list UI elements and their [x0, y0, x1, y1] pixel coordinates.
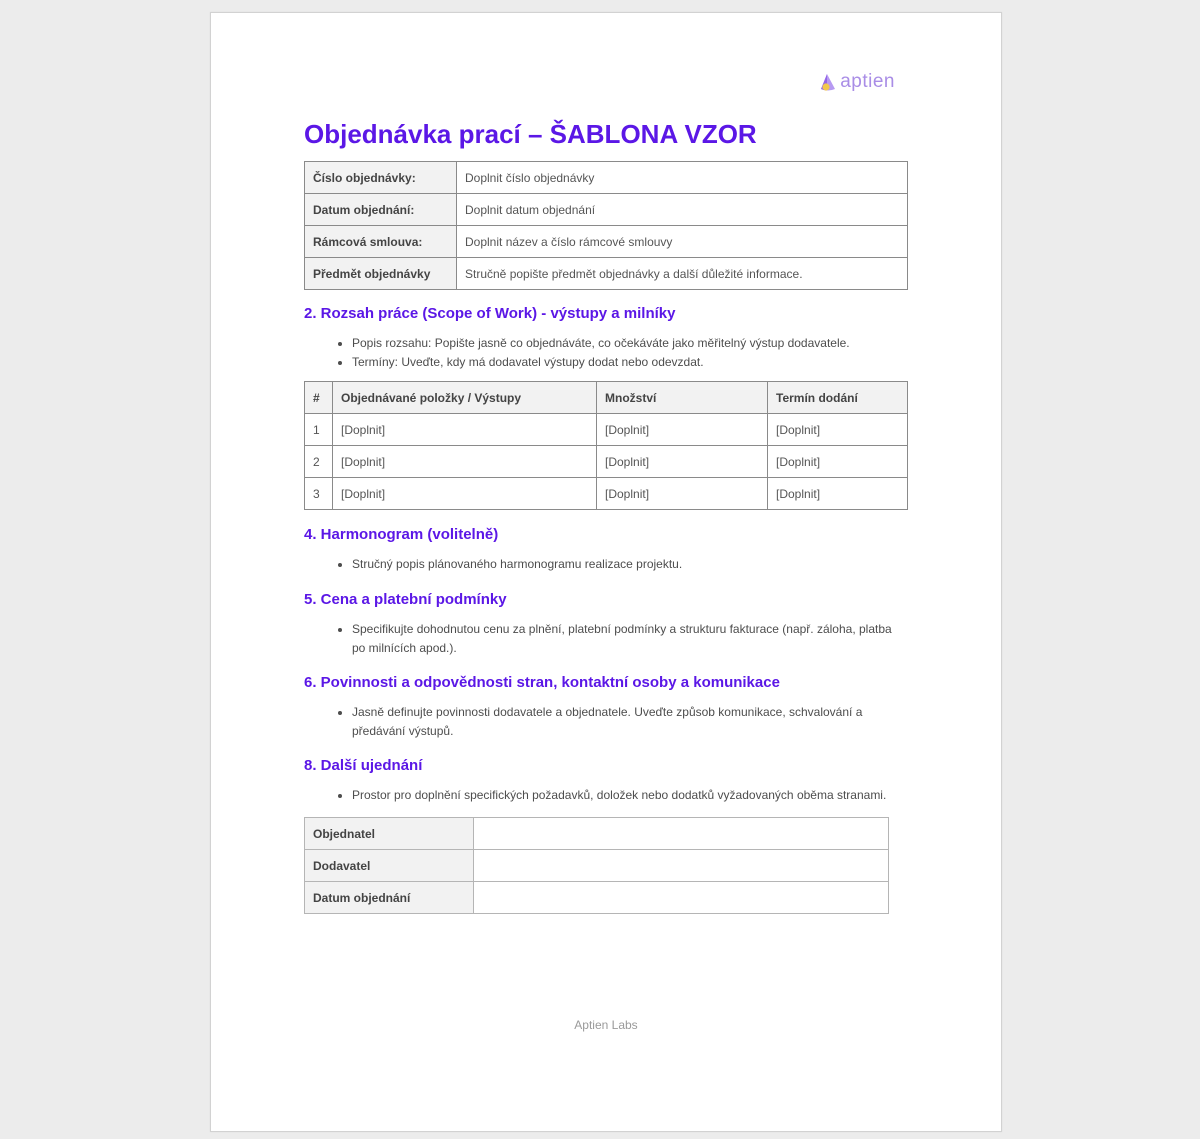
row-number: 1 — [305, 414, 333, 446]
orderer-field[interactable] — [474, 818, 889, 850]
row-item: [Doplnit] — [333, 478, 597, 510]
duties-heading: 6. Povinnosti a odpovědnosti stran, kontaktní osoby a komunikace — [304, 674, 780, 691]
price-heading: 5. Cena a platební podmínky — [304, 591, 507, 608]
order-number-label: Číslo objednávky: — [305, 162, 457, 194]
aptien-logo-text: aptien — [840, 71, 895, 92]
schedule-bullets — [304, 555, 908, 574]
row-quantity: [Doplnit] — [597, 446, 768, 478]
list-item: • Specifikujte dohodnutou cenu za plnění, platební podmínky a strukturu fakturace (např. záloha, platba po milnících apod.). — [352, 620, 908, 658]
document-title: Objednávka prací – ŠABLONA VZOR — [304, 119, 757, 149]
framework-contract-value: Doplnit název a číslo rámcové smlouvy — [457, 226, 908, 258]
order-info-table — [304, 161, 908, 290]
list-item: • Prostor pro doplnění specifických požadavků, doložek nebo dodatků vyžadovaných oběma stranami. — [352, 786, 908, 805]
table-header-row — [305, 382, 908, 414]
order-number-value: Doplnit číslo objednávky — [457, 162, 908, 194]
order-date-value: Doplnit datum objednání — [457, 194, 908, 226]
deliverables-table — [304, 381, 908, 510]
row-delivery-date: [Doplnit] — [768, 414, 908, 446]
aptien-logo-icon — [818, 72, 838, 92]
row-quantity: [Doplnit] — [597, 414, 768, 446]
supplier-field[interactable] — [474, 850, 889, 882]
col-header-items: Objednávané položky / Výstupy — [333, 382, 597, 414]
col-header-quantity: Množství — [597, 382, 768, 414]
order-info-row — [305, 226, 908, 258]
list-item: • Stručný popis plánovaného harmonogramu realizace projektu. — [352, 555, 908, 574]
row-item: [Doplnit] — [333, 446, 597, 478]
list-item: • Termíny: Uveďte, kdy má dodavatel výstupy dodat nebo odevzdat. — [352, 353, 908, 372]
order-info-row — [305, 258, 908, 290]
scope-heading: 2. Rozsah práce (Scope of Work) - výstupy a milníky — [304, 305, 676, 322]
other-terms-heading: 8. Další ujednání — [304, 757, 423, 774]
other-terms-bullets — [304, 786, 908, 805]
page-footer: Aptien Labs — [574, 1018, 638, 1032]
row-item: [Doplnit] — [333, 414, 597, 446]
schedule-heading: 4. Harmonogram (volitelně) — [304, 526, 499, 543]
col-header-delivery-date: Termín dodání — [768, 382, 908, 414]
order-subject-label: Předmět objednávky — [305, 258, 457, 290]
order-subject-value: Stručně popište předmět objednávky a další důležité informace. — [457, 258, 908, 290]
col-header-number: # — [305, 382, 333, 414]
price-bullets — [304, 620, 908, 658]
scope-bullets — [304, 334, 908, 372]
signature-table — [304, 817, 889, 914]
order-date-label: Datum objednání: — [305, 194, 457, 226]
row-delivery-date: [Doplnit] — [768, 478, 908, 510]
row-number: 3 — [305, 478, 333, 510]
order-info-row — [305, 194, 908, 226]
document-content — [304, 118, 908, 914]
list-item: • Popis rozsahu: Popište jasně co objednáváte, co očekáváte jako měřitelný výstup dodavatele. — [352, 334, 908, 353]
row-delivery-date: [Doplnit] — [768, 446, 908, 478]
signature-row — [305, 818, 889, 850]
signature-date-field[interactable] — [474, 882, 889, 914]
signature-row — [305, 882, 889, 914]
supplier-label: Dodavatel — [305, 850, 474, 882]
table-row — [305, 414, 908, 446]
row-number: 2 — [305, 446, 333, 478]
row-quantity: [Doplnit] — [597, 478, 768, 510]
framework-contract-label: Rámcová smlouva: — [305, 226, 457, 258]
orderer-label: Objednatel — [305, 818, 474, 850]
duties-bullets — [304, 703, 908, 741]
signature-row — [305, 850, 889, 882]
order-info-row — [305, 162, 908, 194]
aptien-logo — [818, 71, 895, 93]
table-row — [305, 478, 908, 510]
table-row — [305, 446, 908, 478]
list-item: • Jasně definujte povinnosti dodavatele a objednatele. Uveďte způsob komunikace, schvalování a předávání výstupů. — [352, 703, 908, 741]
document-page — [210, 12, 1002, 1132]
signature-date-label: Datum objednání — [305, 882, 474, 914]
